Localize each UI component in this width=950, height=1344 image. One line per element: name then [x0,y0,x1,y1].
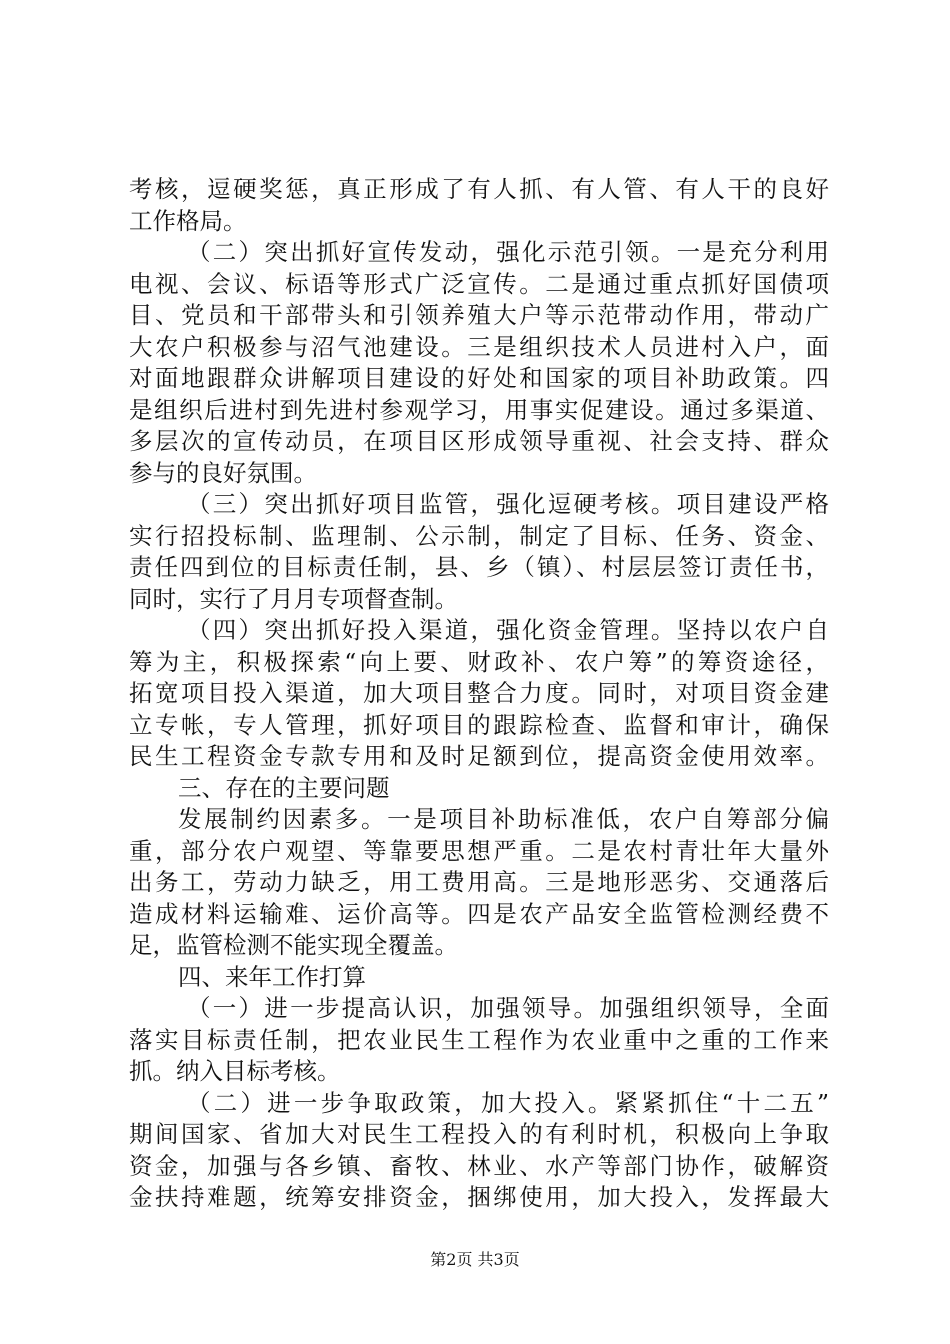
text-line: 三、存在的主要问题 [178,773,390,802]
text-line: 是组织后进村到先进村参观学习，用事实促建设。通过多渠道、 [129,395,829,424]
document-body [129,174,829,1214]
text-line: 重，部分农户观望、等靠要思想严重。二是农村青壮年大量外 [129,836,829,865]
text-line: （二）进一步争取政策，加大投入。紧紧抓住“十二五” [187,1088,829,1117]
text-line: 责任四到位的目标责任制，县、乡（镇）、村层层签订责任书， [129,553,829,581]
text-line: （三）突出抓好项目监管，强化逗硬考核。项目建设严格 [187,490,829,518]
text-line: 参与的良好氛围。 [129,458,317,487]
text-line: 对面地跟群众讲解项目建设的好处和国家的项目补助政策。四 [129,364,829,392]
text-line: 大农户积极参与沼气池建设。三是组织技术人员进村入户，面 [129,332,829,361]
text-line: 落实目标责任制，把农业民生工程作为农业重中之重的工作来 [129,1025,829,1054]
text-line: （四）突出抓好投入渠道，强化资金管理。坚持以农户自 [187,616,829,644]
text-line: 目、党员和干部带头和引领养殖大户等示范带动作用，带动广 [129,301,829,329]
text-line: 抓。纳入目标考核。 [129,1057,341,1085]
text-line: 四、来年工作打算 [178,962,366,991]
text-line: 立专帐，专人管理，抓好项目的跟踪检查、监督和审计，确保 [129,710,829,739]
text-line: （二）突出抓好宣传发动，强化示范引领。一是充分利用 [187,238,829,266]
text-line: 多层次的宣传动员，在项目区形成领导重视、社会支持、群众 [129,427,829,455]
text-line: 电视、会议、标语等形式广泛宣传。二是通过重点抓好国债项 [129,269,829,298]
text-line: 出务工，劳动力缺乏，用工费用高。三是地形恶劣、交通落后 [129,868,829,896]
page-number-footer: 第2页 共3页 [430,1250,520,1269]
text-line: 资金，加强与各乡镇、畜牧、林业、水产等部门协作，破解资 [129,1151,829,1180]
text-line: 实行招投标制、监理制、公示制，制定了目标、任务、资金、 [129,521,829,550]
text-line: 发展制约因素多。一是项目补助标准低，农户自筹部分偏 [178,805,829,833]
text-line: 期间国家、省加大对民生工程投入的有利时机，积极向上争取 [129,1120,829,1148]
text-line: 筹为主，积极探索“向上要、财政补、农户筹”的筹资途径， [129,647,829,676]
text-line: 造成材料运输难、运价高等。四是农产品安全监管检测经费不 [129,899,829,928]
text-line: 足，监管检测不能实现全覆盖。 [129,931,458,959]
text-line: 金扶持难题，统筹安排资金，捆绑使用，加大投入，发挥最大 [129,1183,829,1211]
text-line: 民生工程资金专款专用和及时足额到位，提高资金使用效率。 [129,742,829,770]
text-line: 拓宽项目投入渠道，加大项目整合力度。同时，对项目资金建 [129,679,829,707]
text-line: 考核，逗硬奖惩，真正形成了有人抓、有人管、有人干的良好 [129,175,829,203]
text-line: （一）进一步提高认识，加强领导。加强组织领导，全面 [187,994,829,1022]
text-line: 工作格局。 [129,206,247,235]
text-line: 同时，实行了月月专项督查制。 [129,584,458,613]
